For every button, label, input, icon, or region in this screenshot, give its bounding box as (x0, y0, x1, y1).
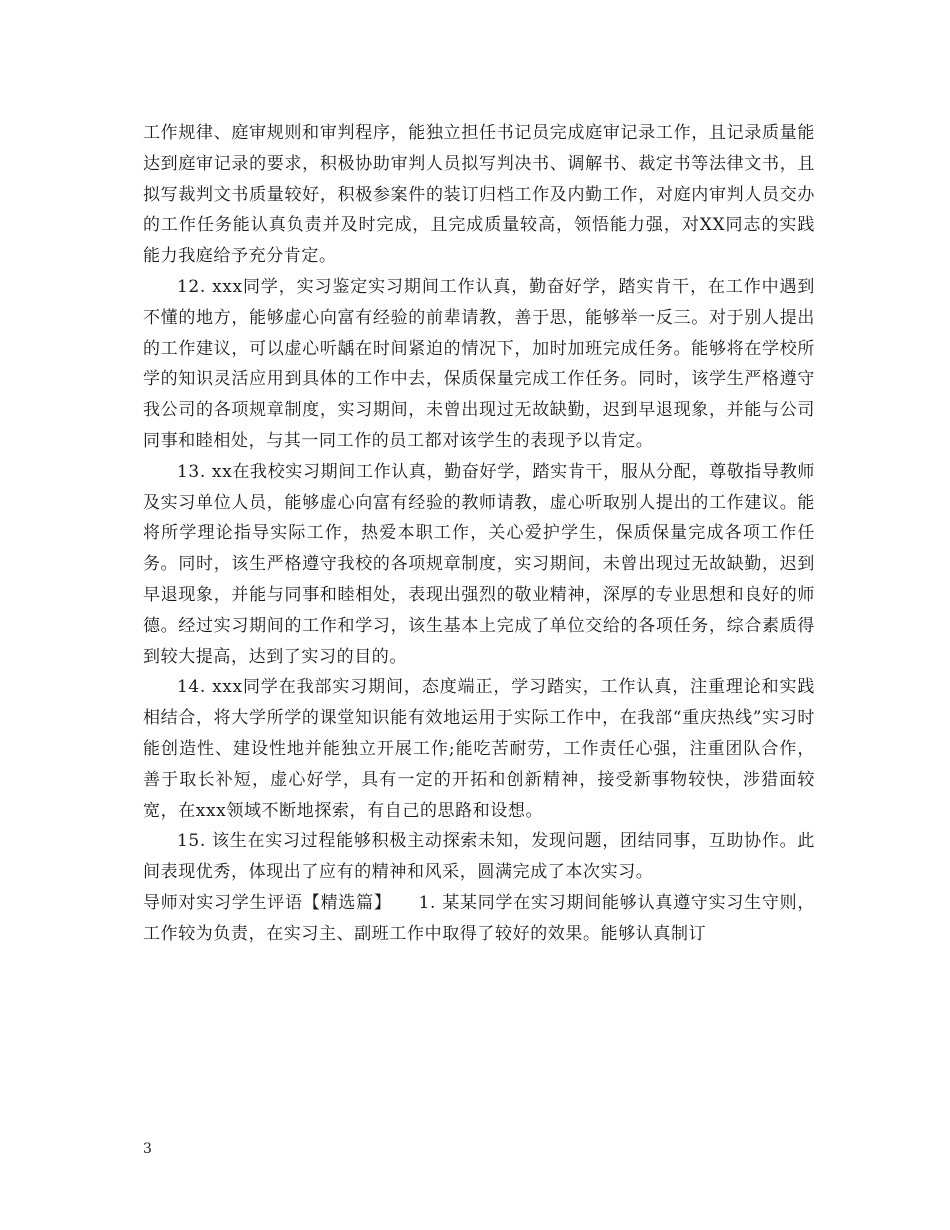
paragraph-item-15: 15. 该生在实习过程能够积极主动探索未知，发现问题，团结同事，互助协作。此间表现优秀，体现出了应有的精神和风采，圆满完成了本次实习。 (143, 831, 815, 883)
paragraph-section-heading: 导师对实习学生评语【精选篇】 1. 某某同学在实习期间能够认真遵守实习生守则，工作较为负责，在实习主、副班工作中取得了较好的效果。能够认真制订 (143, 892, 815, 944)
paragraph-item-14: 14. xxx同学在我部实习期间，态度端正，学习踏实，工作认真，注重理论和实践相结合，将大学所学的课堂知识能有效地运用于实际工作中，在我部“重庆热线”实习时能创造性、建设性地并能独立开展工作;能吃苦耐劳，工作责任心强，注重团队合作，善于取长补短，虚心好学，具有一定的开拓和创新精神，接受新事物较快，涉猎面较宽，在xxx领域不断地探索，有自己的思路和设想。 (143, 677, 815, 821)
document-body (143, 118, 815, 950)
paragraph-item-12: 12. xxx同学，实习鉴定实习期间工作认真，勤奋好学，踏实肯干，在工作中遇到不懂的地方，能够虚心向富有经验的前辈请教，善于思，能够举一反三。对于别人提出的工作建议，可以虚心听龋在时间紧迫的情况下，加时加班完成任务。能够将在学校所学的知识灵活应用到具体的工作中去，保质保量完成工作任务。同时，该学生严格遵守我公司的各项规章制度，实习期间，未曾出现过无故缺勤，迟到早退现象，并能与公司同事和睦相处，与其一同工作的员工都对该学生的表现予以肯定。 (143, 276, 815, 451)
page-number: 3 (143, 1141, 152, 1157)
paragraph-continuation: 工作规律、庭审规则和审判程序，能独立担任书记员完成庭审记录工作，且记录质量能达到庭审记录的要求，积极协助审判人员拟写判决书、调解书、裁定书等法律文书，且拟写裁判文书质量较好，积极参案件的装订归档工作及内勤工作，对庭内审判人员交办的工作任务能认真负责并及时完成，且完成质量较高，领悟能力强，对XX同志的实践能力我庭给予充分肯定。 (143, 123, 815, 267)
paragraph-item-13: 13. xx在我校实习期间工作认真，勤奋好学，踏实肯干，服从分配，尊敬指导教师及实习单位人员，能够虚心向富有经验的教师请教，虚心听取别人提出的工作建议。能将所学理论指导实际工作，热爱本职工作，关心爱护学生，保质保量完成各项工作任务。同时，该生严格遵守我校的各项规章制度，实习期间，未曾出现过无故缺勤，迟到早退现象，并能与同事和睦相处，表现出强烈的敬业精神，深厚的专业思想和良好的师德。经过实习期间的工作和学习，该生基本上完成了单位交给的各项任务，综合素质得到较大提高，达到了实习的目的。 (143, 461, 815, 667)
